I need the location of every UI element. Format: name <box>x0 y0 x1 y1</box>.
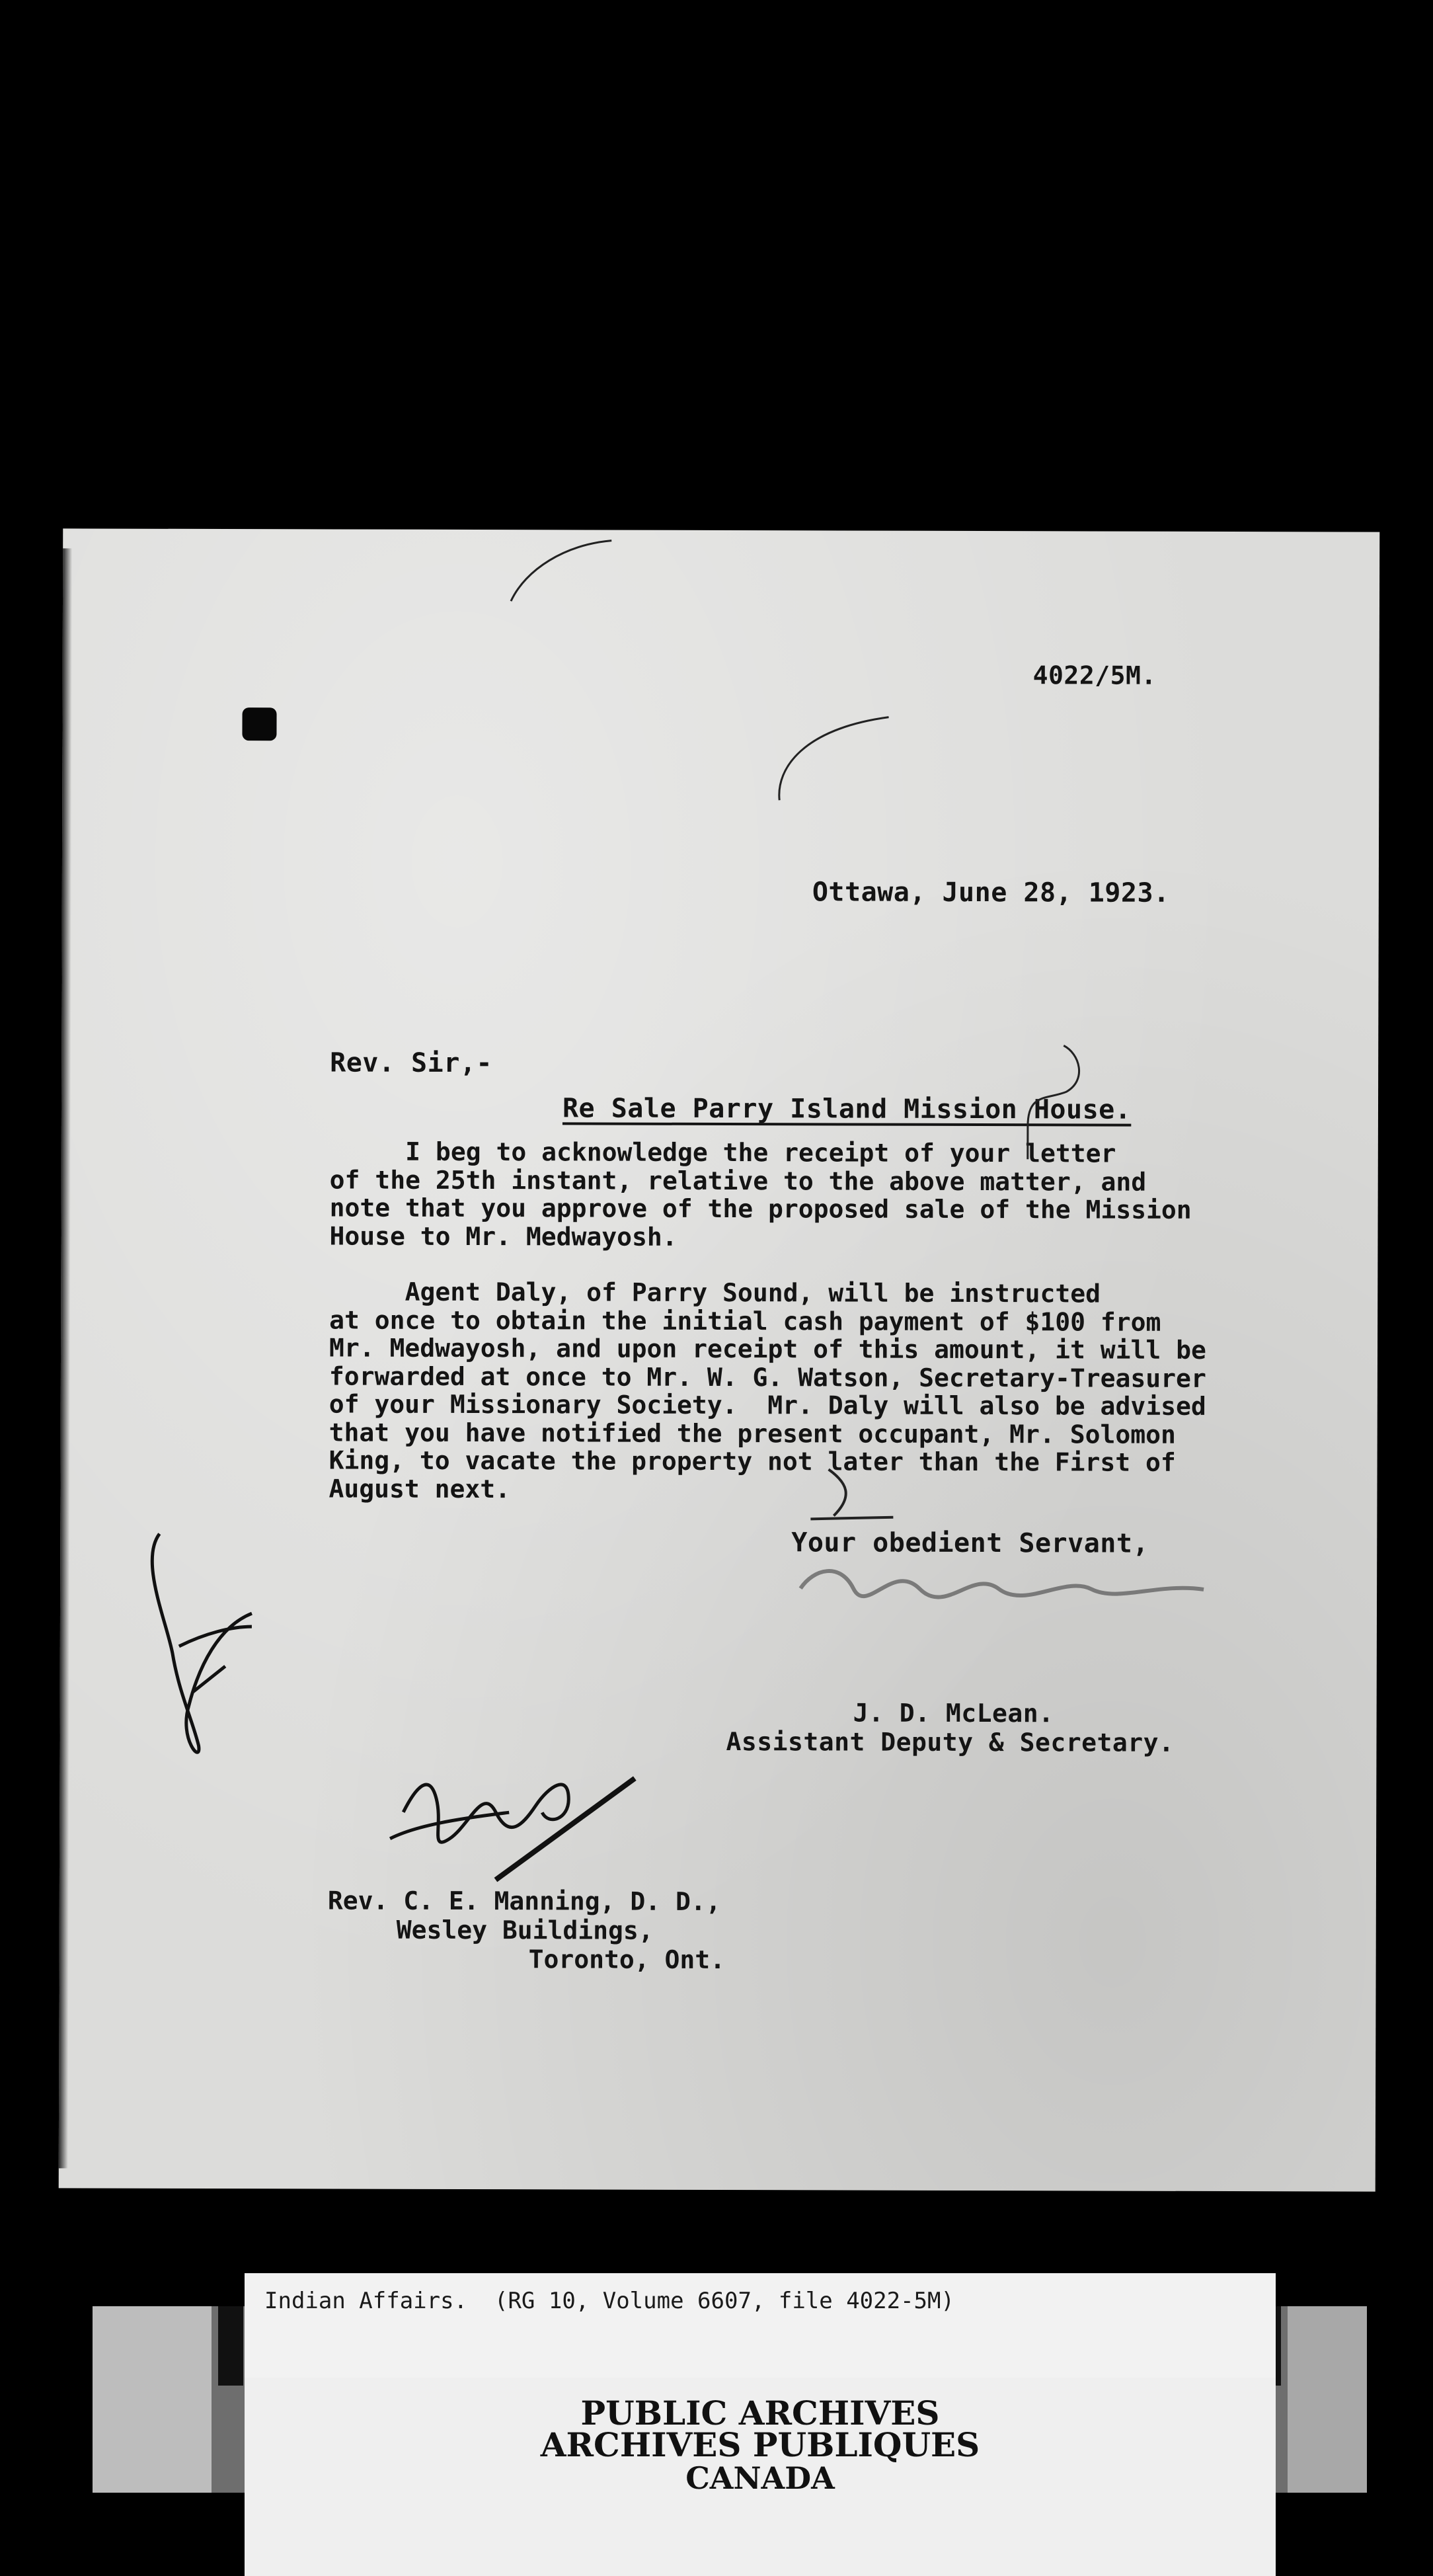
stamp-line-3: CANADA <box>685 2460 835 2496</box>
archive-stamp-label <box>245 2378 1276 2576</box>
dateline: Ottawa, June 28, 1923. <box>812 877 1170 908</box>
archive-reference-label <box>245 2273 1276 2386</box>
pencil-bracket-mark <box>1028 1045 1079 1159</box>
archive-reference: Indian Affairs. (RG 10, Volume 6607, file 4022-5M) <box>264 2288 954 2314</box>
subject-line: Re Sale Parry Island Mission House. <box>562 1093 1132 1125</box>
file-number: 4022/5M. <box>1032 661 1157 690</box>
initials-scrawl-upper <box>810 1469 893 1519</box>
lower-initials <box>390 1784 568 1842</box>
pencil-arc-top <box>511 540 611 601</box>
letter-page <box>59 528 1380 2191</box>
margin-initials <box>151 1534 252 1753</box>
body-line: King, to vacate the property not later than the First of <box>329 1445 1176 1477</box>
body-line: that you have notified the present occupant, Mr. Solomon <box>329 1417 1176 1449</box>
addressee-line: Wesley Buildings, <box>396 1915 654 1945</box>
signer-title: Assistant Deputy & Secretary. <box>726 1727 1175 1757</box>
addressee-line: Toronto, Ont. <box>528 1945 726 1975</box>
body-line: note that you approve of the proposed sale of the Mission <box>329 1193 1192 1225</box>
stamp-line-2: ARCHIVES PUBLIQUES <box>540 2425 980 2464</box>
strip-left-panel <box>93 2306 212 2493</box>
stamp-line-1: PUBLIC ARCHIVES <box>580 2394 940 2433</box>
handwritten-marks <box>59 528 1380 2191</box>
closing: Your obedient Servant, <box>791 1527 1149 1559</box>
body-line: of the 25th instant, relative to the above matter, and <box>329 1164 1147 1197</box>
signer-name: J. D. McLean. <box>853 1698 1054 1728</box>
body-line: Agent Daly, of Parry Sound, will be instructed <box>329 1277 1101 1308</box>
lower-slash-line <box>496 1778 635 1880</box>
body-line: I beg to acknowledge the receipt of your letter <box>329 1137 1116 1168</box>
body-line: House to Mr. Medwayosh. <box>329 1221 678 1252</box>
body-line: August next. <box>329 1473 511 1504</box>
body-line: forwarded at once to Mr. W. G. Watson, Secretary-Treasurer <box>329 1361 1206 1393</box>
strip-right-panel <box>1288 2306 1367 2493</box>
strip-dark-block-left <box>218 2306 243 2386</box>
body-line: Mr. Medwayosh, and upon receipt of this amount, it will be <box>329 1333 1207 1365</box>
salutation: Rev. Sir,- <box>330 1047 493 1079</box>
body-line: of your Missionary Society. Mr. Daly will also be advised <box>329 1389 1206 1421</box>
pencil-arc-mid <box>779 717 889 800</box>
signature-scrawl <box>800 1571 1204 1598</box>
body-line: at once to obtain the initial cash payment of $100 from <box>329 1305 1161 1337</box>
addressee-line: Rev. C. E. Manning, D. D., <box>327 1886 721 1917</box>
